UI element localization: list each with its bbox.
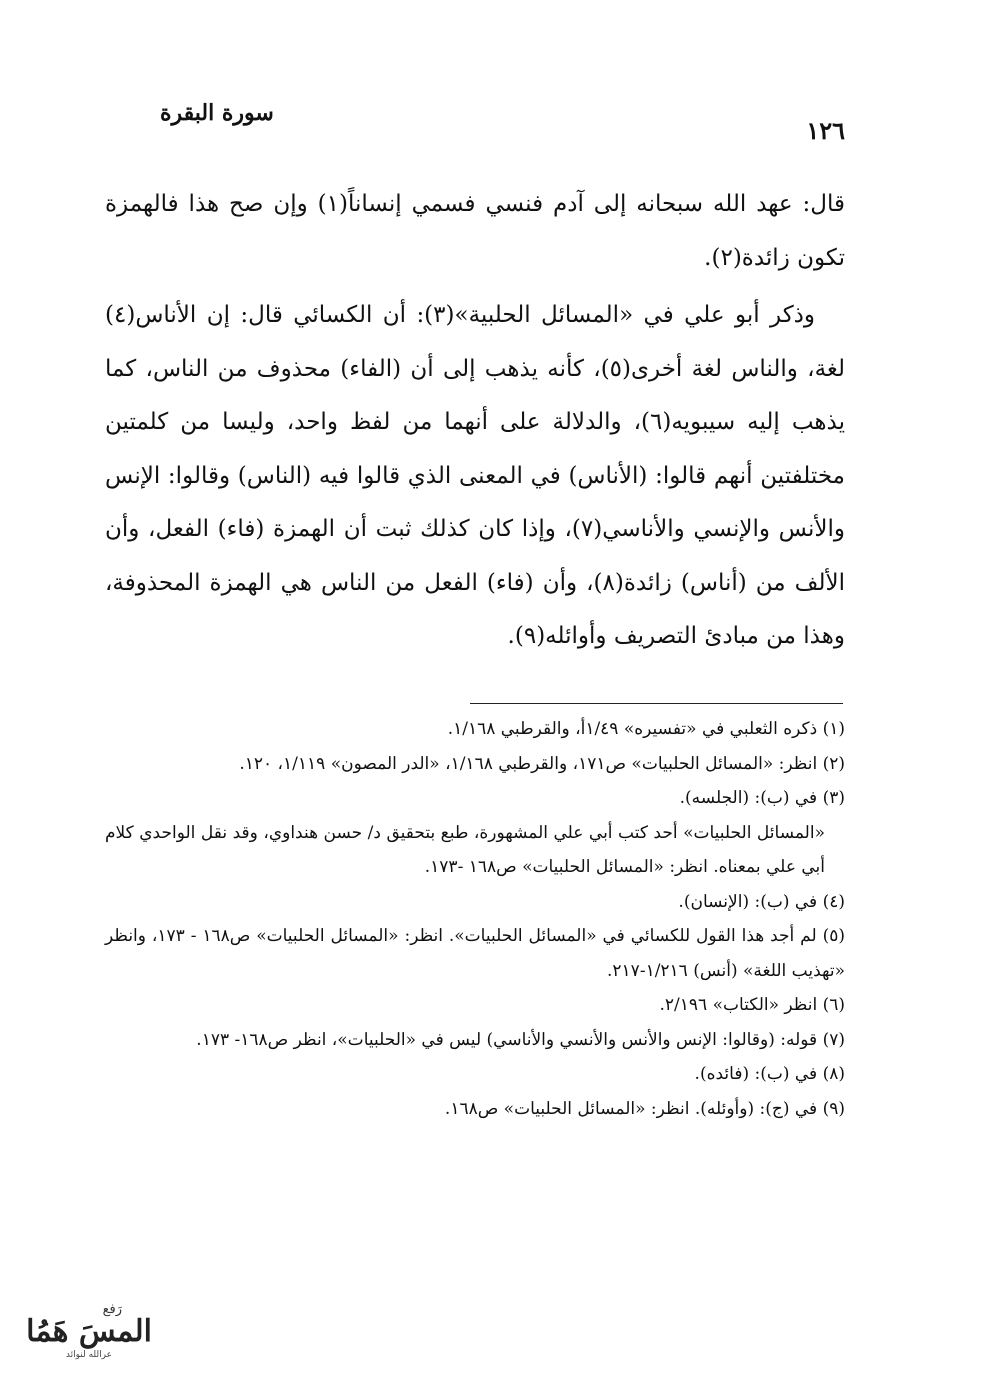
footnote-item: (١) ذكره الثعلبي في «تفسيره» ١/٤٩أ، والقرطبي ١/١٦٨.	[447, 719, 845, 739]
logo-main-text: المسَ هَمُا	[26, 1314, 152, 1349]
page-header	[160, 100, 845, 150]
footnote-item: (٤) في (ب): (الإنسان).	[678, 891, 845, 912]
body-paragraph: وذكر أبو علي في «المسائل الحلبية»(٣): أن الكسائي قال: إن الأناس(٤) لغة، والناس لغة أخرى(٥)، كأنه يذهب إلى أن (الفاء) محذوف من الناس، كما يذهب إليه سيبويه(٦)، والدلالة على أنهما من لفظ واحد، وليسا من كلمتين مختلفتين أنهم قالوا: (الأناس) في المعنى الذي قالوا فيه (الناس) وقالوا: الإنس والأنس والإنسي والأناسي(٧)، وإذا كان كذلك ثبت أن الهمزة (فاء) الفعل، وأن الألف من (أناس) زائدة(٨)، وأن (فاء) الفعل من الناس هي الهمزة المحذوفة، وهذا من مبادئ التصريف وأوائله(٩).	[105, 302, 846, 649]
footnote-divider	[470, 703, 843, 704]
running-title: سورة البقرة	[160, 100, 274, 126]
footnote-item: (٣) في (ب): (الجلسه).	[679, 788, 845, 808]
footnote-item: (٧) قوله: (وقالوا: الإنس والأنس والأنسي والأناسي) ليس في «الحلبيات»، انظر ص١٦٨- ١٧٣.	[196, 1029, 845, 1050]
footnote-item: (٦) انظر «الكتاب» ٢/١٩٦.	[659, 995, 845, 1015]
footnote-item: (٩) في (ج): (وأوئله). انظر: «المسائل الحلبيات» ص١٦٨.	[444, 1098, 845, 1119]
page-number: ١٢٦	[806, 116, 845, 145]
body-paragraph: قال: عهد الله سبحانه إلى آدم فنسي فسمي إنساناً(١) وإن صح هذا فالهمزة تكون زائدة(٢).	[105, 191, 845, 271]
footnote-continuation: «المسائل الحلبيات» أحد كتب أبي علي المشهورة، طبع بتحقيق د/ حسن هنداوي، وقد نقل الواحدي كلام أبي علي بمعناه. انظر: «المسائل الحلبيات» ص١٦٨ -١٧٣.	[105, 822, 825, 877]
logo-top-text: رَفع	[102, 1302, 122, 1317]
logo-sub-text: عرالله لنوائد	[65, 1350, 112, 1360]
publisher-logo	[12, 1293, 162, 1361]
footnote-item: (٢) انظر: «المسائل الحلبيات» ص١٧١، والقرطبي ١/١٦٨، «الدر المصون» ١/١١٩، ١٢٠.	[239, 753, 845, 774]
footnote-item: (٨) في (ب): (فائده).	[694, 1064, 845, 1084]
main-text	[105, 178, 845, 668]
footnote-item: (٥) لم أجد هذا القول للكسائي في «المسائل الحلبيات». انظر: «المسائل الحلبيات» ص١٦٨ - ١٧٣، وانظر «تهذيب اللغة» (أنس) ١/٢١٦-٢١٧.	[105, 926, 845, 981]
footnotes	[105, 712, 845, 1126]
